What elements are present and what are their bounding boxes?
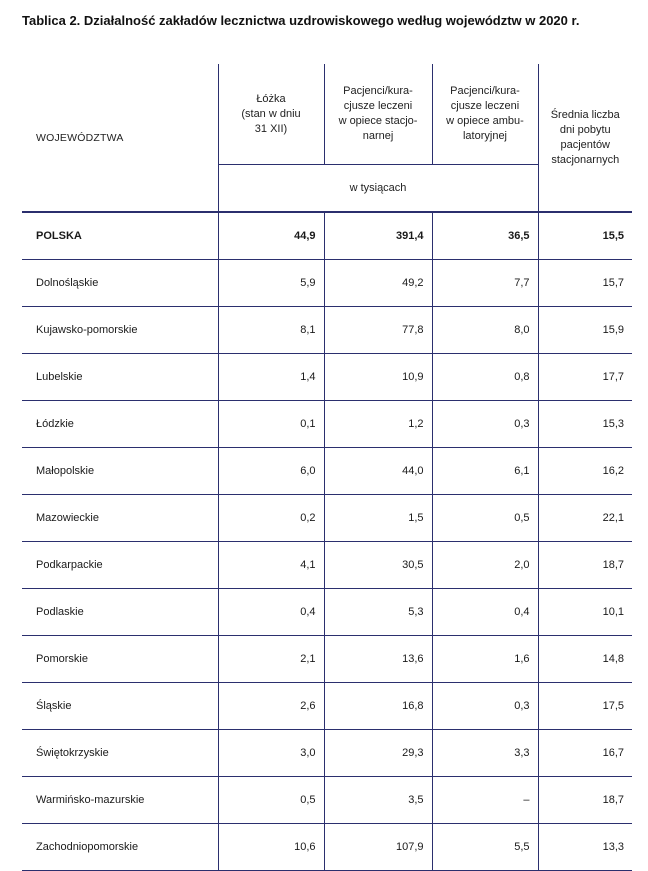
avg-stay-cell: 18,7 bbox=[538, 542, 632, 589]
avg-stay-cell: 17,5 bbox=[538, 683, 632, 730]
inpatients-cell: 16,8 bbox=[324, 683, 432, 730]
avg-stay-cell: 22,1 bbox=[538, 495, 632, 542]
outpatients-cell: 0,4 bbox=[432, 589, 538, 636]
table-row bbox=[22, 401, 632, 448]
table-row bbox=[22, 495, 632, 542]
beds-cell: 2,6 bbox=[218, 683, 324, 730]
header-region: WOJEWÓDZTWA bbox=[36, 131, 124, 144]
region-name-cell: Podkarpackie bbox=[22, 542, 218, 589]
avg-stay-cell: 18,7 bbox=[538, 777, 632, 824]
inpatients-cell: 44,0 bbox=[324, 448, 432, 495]
table-row bbox=[22, 636, 632, 683]
beds-cell: 2,1 bbox=[218, 636, 324, 683]
table-row bbox=[22, 589, 632, 636]
table-row bbox=[22, 542, 632, 589]
beds-cell: 6,0 bbox=[218, 448, 324, 495]
avg-stay-cell: 14,8 bbox=[538, 636, 632, 683]
outpatients-cell: 0,8 bbox=[432, 354, 538, 401]
inpatients-cell: 13,6 bbox=[324, 636, 432, 683]
avg-stay-cell: 13,3 bbox=[538, 824, 632, 871]
table-row bbox=[22, 448, 632, 495]
outpatients-cell: 2,0 bbox=[432, 542, 538, 589]
header-avg-stay bbox=[538, 64, 632, 211]
beds-cell: 0,4 bbox=[218, 589, 324, 636]
region-name-cell: Kujawsko-pomorskie bbox=[22, 307, 218, 354]
table-row bbox=[22, 307, 632, 354]
table-row-total bbox=[22, 212, 632, 260]
beds-cell: 8,1 bbox=[218, 307, 324, 354]
avg-stay-cell: 16,7 bbox=[538, 730, 632, 777]
table-row bbox=[22, 260, 632, 307]
avg-stay-cell: 15,7 bbox=[538, 260, 632, 307]
inpatients-cell: 107,9 bbox=[324, 824, 432, 871]
outpatients-cell: – bbox=[432, 777, 538, 824]
outpatients-cell: 0,3 bbox=[432, 683, 538, 730]
outpatients-cell: 36,5 bbox=[432, 212, 538, 260]
region-name-cell: POLSKA bbox=[22, 212, 218, 260]
inpatients-cell: 30,5 bbox=[324, 542, 432, 589]
outpatients-cell: 7,7 bbox=[432, 260, 538, 307]
header-unit: w tysiącach bbox=[218, 165, 538, 212]
inpatients-cell: 391,4 bbox=[324, 212, 432, 260]
region-name-cell: Dolnośląskie bbox=[22, 260, 218, 307]
region-name-cell: Łódzkie bbox=[22, 401, 218, 448]
inpatients-cell: 3,5 bbox=[324, 777, 432, 824]
region-name-cell: Podlaskie bbox=[22, 589, 218, 636]
avg-stay-cell: 15,3 bbox=[538, 401, 632, 448]
region-name-cell: Śląskie bbox=[22, 683, 218, 730]
beds-cell: 0,5 bbox=[218, 777, 324, 824]
outpatients-cell: 5,5 bbox=[432, 824, 538, 871]
inpatients-cell: 10,9 bbox=[324, 354, 432, 401]
avg-stay-cell: 16,2 bbox=[538, 448, 632, 495]
beds-cell: 0,1 bbox=[218, 401, 324, 448]
table-row bbox=[22, 777, 632, 824]
outpatients-cell: 6,1 bbox=[432, 448, 538, 495]
avg-stay-cell: 15,5 bbox=[538, 212, 632, 260]
voivodeship-table bbox=[22, 64, 632, 871]
region-name-cell: Mazowieckie bbox=[22, 495, 218, 542]
table-title: Tablica 2. Działalność zakładów lecznictwa uzdrowiskowego według województw w 2020 r. bbox=[22, 13, 580, 28]
outpatients-cell: 0,3 bbox=[432, 401, 538, 448]
inpatients-cell: 1,2 bbox=[324, 401, 432, 448]
beds-cell: 4,1 bbox=[218, 542, 324, 589]
table-row bbox=[22, 354, 632, 401]
region-name-cell: Warmińsko-mazurskie bbox=[22, 777, 218, 824]
inpatients-cell: 5,3 bbox=[324, 589, 432, 636]
header-beds bbox=[218, 64, 324, 165]
header-inpatients-label: Pacjenci/kura- cjusze leczeni w opiece stacjo- narnej bbox=[338, 85, 418, 142]
header-inpatients bbox=[324, 64, 432, 165]
inpatients-cell: 29,3 bbox=[324, 730, 432, 777]
inpatients-cell: 77,8 bbox=[324, 307, 432, 354]
beds-cell: 3,0 bbox=[218, 730, 324, 777]
avg-stay-cell: 10,1 bbox=[538, 589, 632, 636]
outpatients-cell: 8,0 bbox=[432, 307, 538, 354]
inpatients-cell: 1,5 bbox=[324, 495, 432, 542]
outpatients-cell: 1,6 bbox=[432, 636, 538, 683]
beds-cell: 5,9 bbox=[218, 260, 324, 307]
outpatients-cell: 0,5 bbox=[432, 495, 538, 542]
beds-cell: 1,4 bbox=[218, 354, 324, 401]
region-name-cell: Pomorskie bbox=[22, 636, 218, 683]
outpatients-cell: 3,3 bbox=[432, 730, 538, 777]
header-outpatients bbox=[432, 64, 538, 165]
beds-cell: 0,2 bbox=[218, 495, 324, 542]
header-beds-label: Łóżka (stan w dniu 31 XII) bbox=[241, 92, 301, 135]
beds-cell: 44,9 bbox=[218, 212, 324, 260]
table-row bbox=[22, 683, 632, 730]
header-avg-stay-label: Średnia liczba dni pobytu pacjentów stacjonarnych bbox=[550, 108, 620, 166]
header-outpatients-label: Pacjenci/kura- cjusze leczeni w opiece ambu- latoryjnej bbox=[446, 85, 524, 142]
beds-cell: 10,6 bbox=[218, 824, 324, 871]
table-row bbox=[22, 824, 632, 871]
avg-stay-cell: 15,9 bbox=[538, 307, 632, 354]
region-name-cell: Małopolskie bbox=[22, 448, 218, 495]
table-body bbox=[22, 212, 632, 871]
inpatients-cell: 49,2 bbox=[324, 260, 432, 307]
table-row bbox=[22, 730, 632, 777]
region-name-cell: Lubelskie bbox=[22, 354, 218, 401]
region-name-cell: Zachodniopomorskie bbox=[22, 824, 218, 871]
avg-stay-cell: 17,7 bbox=[538, 354, 632, 401]
region-name-cell: Świętokrzyskie bbox=[22, 730, 218, 777]
